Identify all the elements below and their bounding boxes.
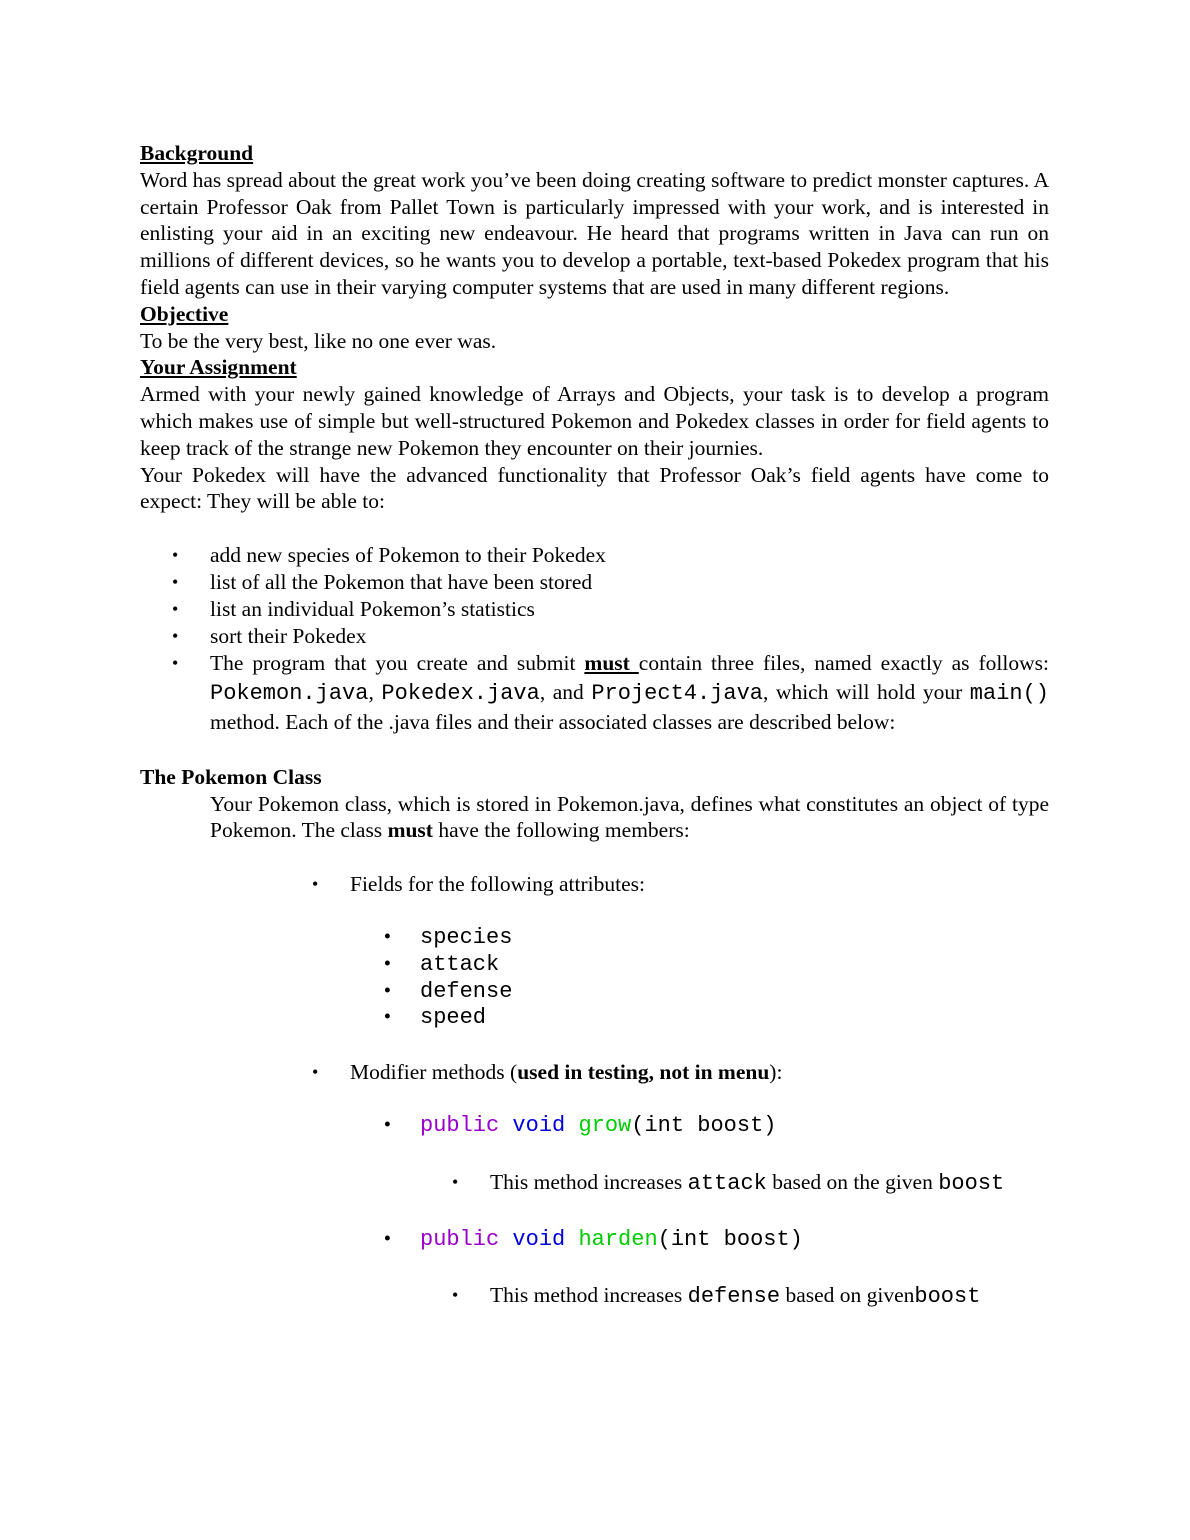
main-method-name: main()	[969, 680, 1050, 706]
bullet-icon: •	[382, 1008, 393, 1029]
list-item: • defense	[382, 978, 513, 1004]
bullet-icon: •	[172, 598, 179, 619]
method-description: • This method increases attack based on the given boost	[452, 1169, 1005, 1196]
file-name: Pokemon.java	[210, 680, 369, 706]
bullet-icon: •	[312, 1062, 319, 1083]
pokemon-class-heading: The Pokemon Class	[140, 764, 322, 789]
assignment-heading: Your Assignment	[140, 355, 297, 380]
objective-text: To be the very best, like no one ever was.	[140, 328, 497, 353]
list-item: • list an individual Pokemon’s statistics	[172, 596, 535, 621]
bullet-icon: •	[452, 1171, 459, 1192]
document-page	[140, 140, 1049, 1311]
list-item: • Fields for the following attributes:	[312, 872, 645, 897]
method-signature: • public void grow(int boost)	[382, 1113, 777, 1139]
bullet-icon: •	[172, 545, 179, 566]
members-list	[312, 871, 1049, 898]
list-item: • list of all the Pokemon that have been stored	[172, 569, 593, 594]
background-text: Word has spread about the great work you’ve been doing creating software to predict monster captures. A certain Professor Oak from Pallet Town is particularly impressed with your work, and is interested in enlisting your aid in an exciting new endeavour. He heard that programs written in Java can run on millions of different devices, so he wants you to develop a portable, text-based Pokedex program that his field agents can use in their varying computer systems that are used in many different regions.	[140, 167, 1049, 299]
method-description: • This method increases defense based on givenboost	[452, 1283, 981, 1310]
method-signature-list	[382, 1226, 1049, 1254]
pokemon-class-intro: Your Pokemon class, which is stored in Pokemon.java, defines what constitutes an object of type Pokemon. The class must have the following members:	[210, 791, 1049, 843]
bullet-icon: •	[382, 981, 393, 1002]
bullet-icon: •	[312, 874, 319, 895]
method-desc-list	[452, 1169, 1049, 1198]
method-signature-list	[382, 1113, 1049, 1140]
assignment-para-1: Armed with your newly gained knowledge of Arrays and Objects, your task is to develop a program which makes use of simple but well-structured Pokemon and Pokedex classes in order for field agents to keep track of the strange new Pokemon they encounter on their journies.	[140, 382, 1049, 460]
modifier-list	[312, 1059, 1049, 1086]
bullet-icon: •	[452, 1285, 459, 1306]
bullet-icon: •	[382, 954, 393, 975]
bullet-icon: •	[382, 1116, 393, 1137]
method-signature: • public void harden(int boost)	[382, 1226, 803, 1252]
list-item: • speed	[382, 1005, 487, 1031]
file-name: Pokedex.java	[381, 680, 540, 706]
list-item: • sort their Pokedex	[172, 623, 367, 648]
list-item: • species	[382, 925, 513, 951]
background-heading: Background	[140, 141, 254, 165]
objective-heading: Objective	[140, 301, 229, 326]
files-list-item: • The program that you create and submit must contain three files, named exactly as follows: Pokemon.java, Pokedex.java, and Project4.java, which will hold your main() method. Each of the .java files and their associated classes are described below:	[172, 651, 1050, 735]
bullet-icon: •	[172, 653, 179, 674]
bullet-icon: •	[382, 1229, 393, 1250]
bullet-icon: •	[172, 625, 179, 646]
list-item: • add new species of Pokemon to their Pokedex	[172, 543, 606, 568]
bullet-icon: •	[172, 571, 179, 592]
method-desc-list	[452, 1282, 1049, 1311]
file-name: Project4.java	[591, 680, 763, 706]
bullet-icon: •	[382, 928, 393, 949]
assignment-para-2: Your Pokedex will have the advanced functionality that Professor Oak’s field agents have come to expect: They will be able to:	[140, 462, 1049, 514]
feature-list	[172, 542, 1050, 737]
list-item: • attack	[382, 951, 500, 977]
fields-list	[382, 925, 1049, 1032]
list-item: • Modifier methods (used in testing, not in menu):	[312, 1060, 783, 1085]
